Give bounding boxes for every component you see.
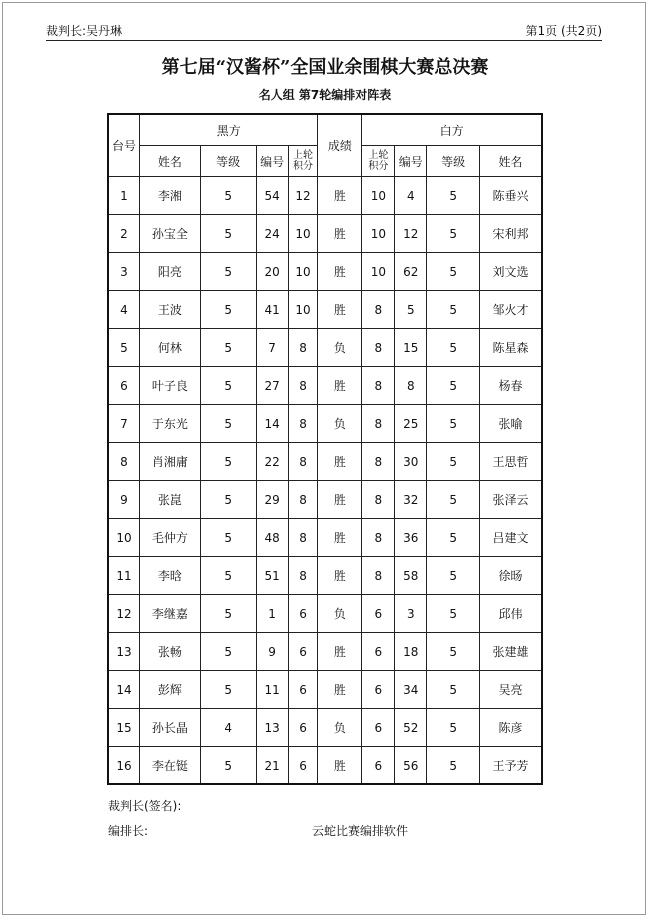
white-name-cell: 宋利邦 [480,215,542,253]
table-row [109,367,542,405]
black-number-cell: 1 [256,595,288,633]
white-number-cell: 4 [395,177,427,215]
table-no-cell: 10 [109,519,140,557]
black-name-cell: 张畅 [139,633,200,671]
black-prev-score-cell: 8 [288,481,318,519]
white-level-cell: 5 [427,329,480,367]
result-cell: 负 [318,709,362,747]
table-row [109,443,542,481]
black-name-cell: 毛仲方 [139,519,200,557]
white-prev-score-cell: 8 [362,443,395,481]
black-name-cell: 于东光 [139,405,200,443]
black-prev-score-cell: 10 [288,215,318,253]
black-prev-score-cell: 8 [288,405,318,443]
result-cell: 负 [318,405,362,443]
white-number-cell: 15 [395,329,427,367]
black-number-cell: 24 [256,215,288,253]
table-no-cell: 12 [109,595,140,633]
white-prev-score-cell: 6 [362,671,395,709]
white-prev-score-cell: 10 [362,253,395,291]
table-row [109,595,542,633]
white-number-cell: 34 [395,671,427,709]
table-row [109,519,542,557]
white-prev-score-cell: 8 [362,367,395,405]
table-row [109,405,542,443]
white-name-cell: 陈彦 [480,709,542,747]
white-name-cell: 吴亮 [480,671,542,709]
prev-score-line2: 积分 [293,161,314,172]
white-number-cell: 5 [395,291,427,329]
table-row [109,291,542,329]
white-prev-score-cell: 10 [362,215,395,253]
table-row [109,481,542,519]
black-prev-score-cell: 10 [288,253,318,291]
result-cell: 胜 [318,177,362,215]
black-level-cell: 5 [200,519,256,557]
white-name-cell: 陈垂兴 [480,177,542,215]
chief-referee-label: 裁判长:吴丹琳 [46,24,123,38]
white-prev-score-cell: 6 [362,747,395,785]
result-cell: 胜 [318,481,362,519]
black-level-cell: 5 [200,671,256,709]
white-prev-score-cell: 6 [362,595,395,633]
black-level-cell: 5 [200,405,256,443]
document-subtitle: 名人组 第7轮编排对阵表 [258,88,392,102]
white-level-cell: 5 [427,367,480,405]
table-no-cell: 11 [109,557,140,595]
table-row [109,215,542,253]
white-prev-score-cell: 8 [362,519,395,557]
pairing-table [108,114,542,785]
table-no-cell: 6 [109,367,140,405]
black-prev-score-cell: 8 [288,329,318,367]
table-row [109,747,542,785]
header-white-number: 编号 [395,146,427,177]
black-number-cell: 51 [256,557,288,595]
black-name-cell: 孙宝全 [139,215,200,253]
white-prev-score-cell: 6 [362,709,395,747]
black-level-cell: 5 [200,329,256,367]
white-number-cell: 56 [395,747,427,785]
black-level-cell: 5 [200,215,256,253]
black-name-cell: 王波 [139,291,200,329]
result-cell: 胜 [318,443,362,481]
table-row [109,329,542,367]
table-row [109,253,542,291]
white-level-cell: 5 [427,291,480,329]
black-number-cell: 22 [256,443,288,481]
result-cell: 胜 [318,367,362,405]
white-name-cell: 邹火才 [480,291,542,329]
white-prev-score-cell: 8 [362,481,395,519]
black-level-cell: 5 [200,177,256,215]
table-no-cell: 8 [109,443,140,481]
black-prev-score-cell: 8 [288,367,318,405]
document-title: 第七届“汉酱杯”全国业余围棋大赛总决赛 [161,57,489,78]
white-name-cell: 徐旸 [480,557,542,595]
white-level-cell: 5 [427,557,480,595]
header-black-name: 姓名 [139,146,200,177]
white-number-cell: 62 [395,253,427,291]
header-result: 成绩 [318,115,362,177]
white-prev-score-cell: 8 [362,291,395,329]
header-white-name: 姓名 [480,146,542,177]
result-cell: 胜 [318,291,362,329]
white-name-cell: 陈星森 [480,329,542,367]
result-cell: 负 [318,329,362,367]
black-number-cell: 7 [256,329,288,367]
white-prev-score-cell: 8 [362,557,395,595]
table-no-cell: 2 [109,215,140,253]
black-prev-score-cell: 6 [288,709,318,747]
result-cell: 胜 [318,557,362,595]
white-name-cell: 张喻 [480,405,542,443]
result-cell: 负 [318,595,362,633]
black-number-cell: 27 [256,367,288,405]
white-number-cell: 52 [395,709,427,747]
black-name-cell: 阳亮 [139,253,200,291]
software-credit: 云蛇比赛编排软件 [312,824,409,838]
white-number-cell: 30 [395,443,427,481]
table-row [109,633,542,671]
white-prev-score-cell: 6 [362,633,395,671]
white-prev-score-cell: 10 [362,177,395,215]
black-prev-score-cell: 6 [288,747,318,785]
prev-score-line1: 上轮 [293,150,314,161]
black-prev-score-cell: 8 [288,557,318,595]
white-level-cell: 5 [427,709,480,747]
white-number-cell: 32 [395,481,427,519]
black-prev-score-cell: 6 [288,595,318,633]
black-level-cell: 5 [200,633,256,671]
table-row [109,709,542,747]
header-black-level: 等级 [200,146,256,177]
page-indicator: 第1页 (共2页) [525,24,602,38]
table-row [109,177,542,215]
black-number-cell: 29 [256,481,288,519]
white-number-cell: 12 [395,215,427,253]
prev-score-line2: 积分 [368,161,389,172]
table-no-cell: 16 [109,747,140,785]
black-prev-score-cell: 8 [288,519,318,557]
result-cell: 胜 [318,519,362,557]
black-number-cell: 11 [256,671,288,709]
white-number-cell: 25 [395,405,427,443]
arranger-line: 编排长: [108,824,149,838]
white-number-cell: 58 [395,557,427,595]
page-header [46,20,602,41]
white-name-cell: 杨春 [480,367,542,405]
black-number-cell: 20 [256,253,288,291]
table-no-cell: 13 [109,633,140,671]
header-table-no: 台号 [109,115,140,177]
black-prev-score-cell: 6 [288,671,318,709]
black-prev-score-cell: 6 [288,633,318,671]
white-level-cell: 5 [427,519,480,557]
black-level-cell: 5 [200,595,256,633]
table-no-cell: 4 [109,291,140,329]
prev-score-line1: 上轮 [368,150,389,161]
table-row [109,671,542,709]
white-number-cell: 3 [395,595,427,633]
white-number-cell: 8 [395,367,427,405]
white-level-cell: 5 [427,747,480,785]
black-name-cell: 李晗 [139,557,200,595]
black-level-cell: 5 [200,443,256,481]
black-name-cell: 孙长晶 [139,709,200,747]
header-white-side: 白方 [362,115,542,146]
white-name-cell: 吕建文 [480,519,542,557]
table-no-cell: 5 [109,329,140,367]
header-black-prev-score [288,146,318,177]
white-level-cell: 5 [427,177,480,215]
result-cell: 胜 [318,633,362,671]
white-level-cell: 5 [427,671,480,709]
table-no-cell: 1 [109,177,140,215]
result-cell: 胜 [318,747,362,785]
black-name-cell: 何林 [139,329,200,367]
black-prev-score-cell: 8 [288,443,318,481]
black-level-cell: 5 [200,367,256,405]
black-name-cell: 李继嘉 [139,595,200,633]
black-name-cell: 肖湘庸 [139,443,200,481]
table-no-cell: 9 [109,481,140,519]
table-no-cell: 15 [109,709,140,747]
header-black-number: 编号 [256,146,288,177]
black-prev-score-cell: 10 [288,291,318,329]
result-cell: 胜 [318,215,362,253]
black-number-cell: 13 [256,709,288,747]
black-level-cell: 5 [200,253,256,291]
black-number-cell: 14 [256,405,288,443]
header-black-side: 黑方 [139,115,318,146]
white-name-cell: 王思哲 [480,443,542,481]
white-prev-score-cell: 8 [362,405,395,443]
black-name-cell: 李在铤 [139,747,200,785]
black-number-cell: 54 [256,177,288,215]
white-level-cell: 5 [427,595,480,633]
chief-signature-line: 裁判长(签名): [108,799,182,813]
white-name-cell: 张泽云 [480,481,542,519]
result-cell: 胜 [318,253,362,291]
black-prev-score-cell: 12 [288,177,318,215]
white-level-cell: 5 [427,443,480,481]
white-number-cell: 36 [395,519,427,557]
white-level-cell: 5 [427,405,480,443]
black-level-cell: 4 [200,709,256,747]
result-cell: 胜 [318,671,362,709]
black-number-cell: 41 [256,291,288,329]
black-name-cell: 张崑 [139,481,200,519]
black-level-cell: 5 [200,747,256,785]
table-no-cell: 3 [109,253,140,291]
table-no-cell: 7 [109,405,140,443]
black-name-cell: 李湘 [139,177,200,215]
white-level-cell: 5 [427,633,480,671]
black-number-cell: 9 [256,633,288,671]
white-prev-score-cell: 8 [362,329,395,367]
black-name-cell: 彭辉 [139,671,200,709]
table-row [109,557,542,595]
header-white-level: 等级 [427,146,480,177]
white-name-cell: 邱伟 [480,595,542,633]
white-number-cell: 18 [395,633,427,671]
black-level-cell: 5 [200,557,256,595]
white-name-cell: 王予芳 [480,747,542,785]
header-white-prev-score [362,146,395,177]
black-number-cell: 21 [256,747,288,785]
black-level-cell: 5 [200,291,256,329]
black-number-cell: 48 [256,519,288,557]
black-name-cell: 叶子良 [139,367,200,405]
white-level-cell: 5 [427,215,480,253]
black-level-cell: 5 [200,481,256,519]
white-level-cell: 5 [427,481,480,519]
white-name-cell: 刘文选 [480,253,542,291]
white-name-cell: 张建雄 [480,633,542,671]
white-level-cell: 5 [427,253,480,291]
table-no-cell: 14 [109,671,140,709]
